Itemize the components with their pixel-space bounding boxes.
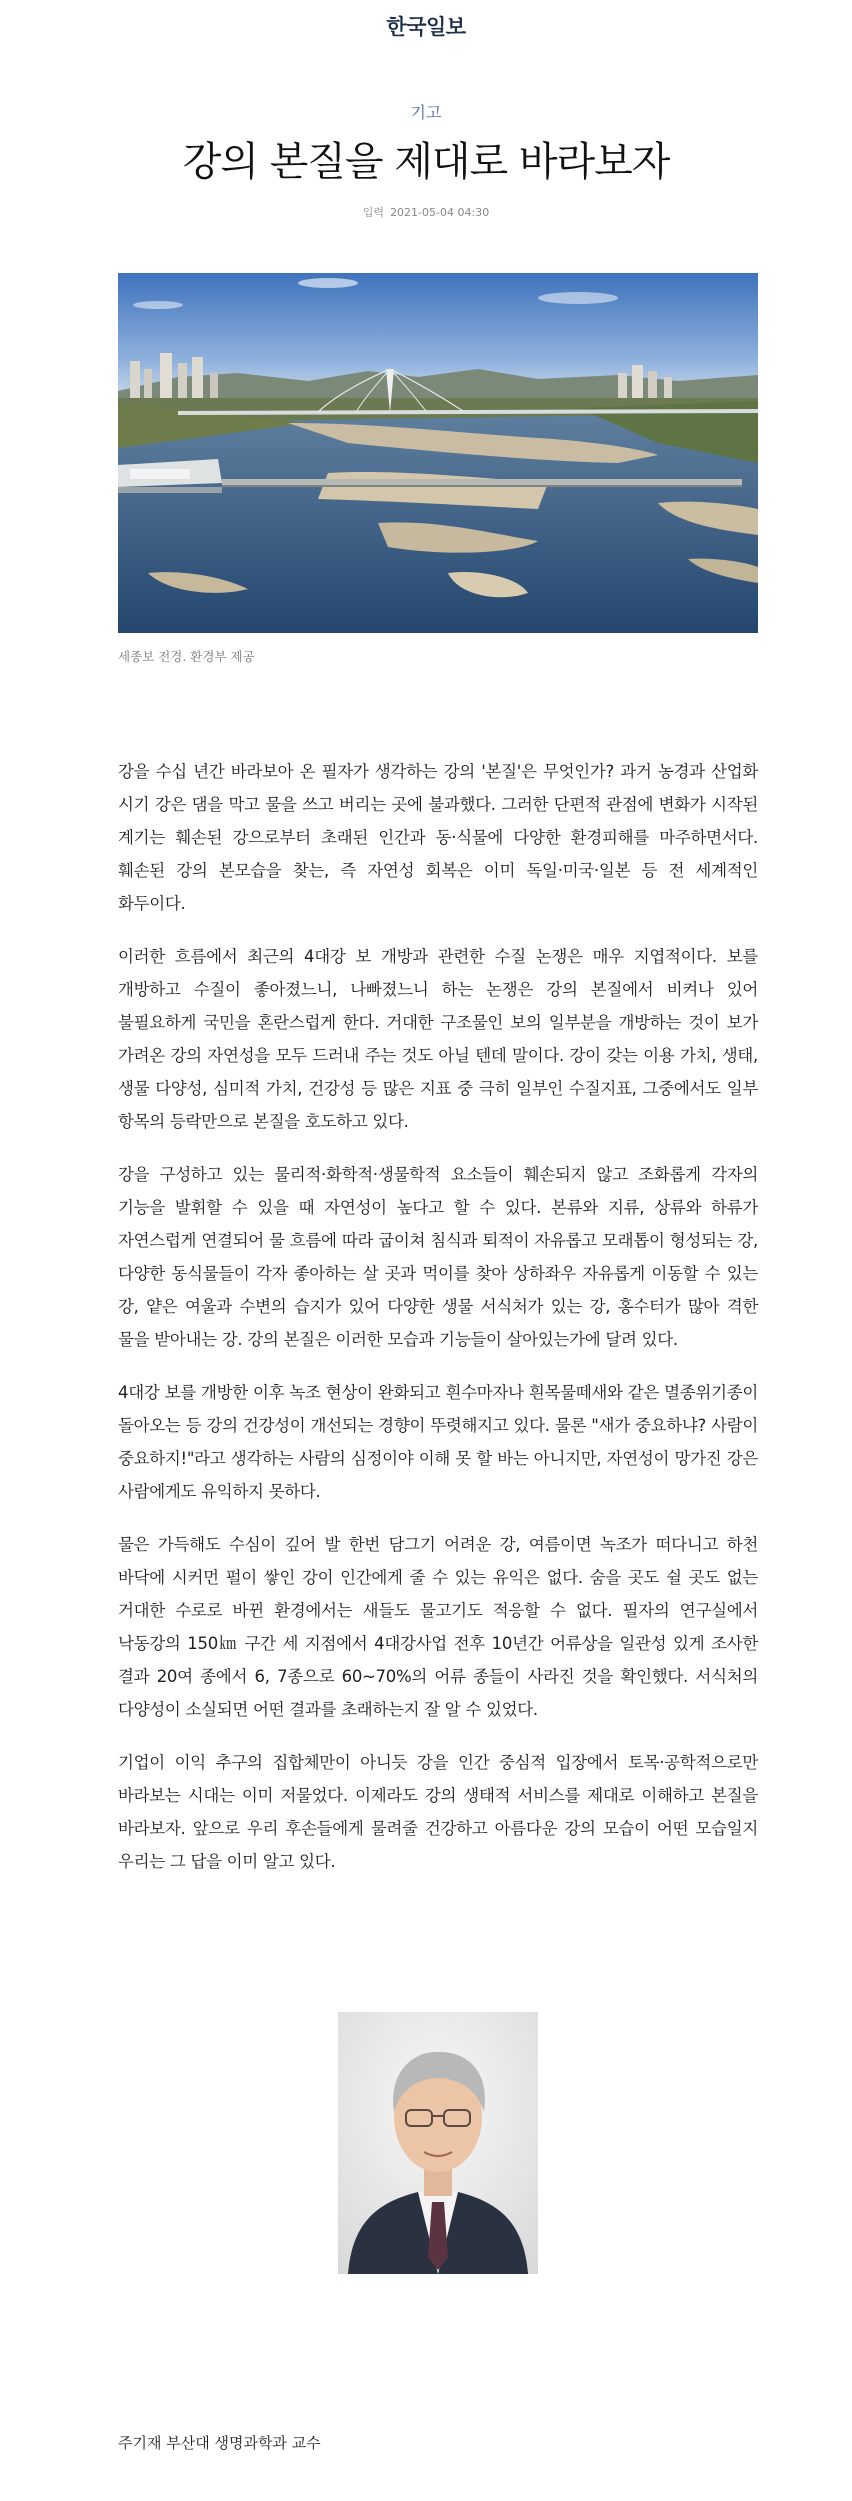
paragraph: 강을 구성하고 있는 물리적·화학적·생물학적 요소들이 훼손되지 않고 조화롭게 각자의 기능을 발휘할 수 있을 때 자연성이 높다고 할 수 있다. 본류와 지류, 상류와 하류가 자연스럽게 연결되어 물 흐름에 따라 굽이쳐 침식과 퇴적이 자유롭고 모래톱이 형성되는 강, 다양한 동식물들이 각자 좋아하는 살 곳과 먹이를 찾아 상하좌우 자유롭게 이동할 수 있는 강, 얕은 여울과 수변의 습지가 있어 다양한 생물 서식처가 있는 강, 홍수터가 많아 격한 물을 받아내는 강. 강의 본질은 이러한 모습과 기능들이 살아있는가에 달려 있다. xyxy=(118,1165,758,1349)
paragraph: 기업이 이익 추구의 집합체만이 아니듯 강을 인간 중심적 입장에서 토목·공학적으로만 바라보는 시대는 이미 저물었다. 이제라도 강의 생태적 서비스를 제대로 이해하고 본질을 바라보자. 앞으로 우리 후손들에게 물려줄 건강하고 아름다운 강의 모습이 어떤 모습일지 우리는 그 답을 이미 알고 있다. xyxy=(118,1753,758,1871)
paragraph: 물은 가득해도 수심이 깊어 발 한번 담그기 어려운 강, 여름이면 녹조가 떠다니고 하천 바닥에 시커먼 펄이 쌓인 강이 인간에게 줄 수 있는 유익은 없다. 숨을 곳도 쉴 곳도 없는 거대한 수로로 바뀐 환경에서는 새들도 물고기도 적응할 수 없다. 필자의 연구실에서 낙동강의 150㎞ 구간 세 지점에서 4대강사업 전후 10년간 어류상을 일관성 있게 조사한 결과 20여 종에서 6, 7종으로 60~70%의 어류 종들이 사라진 것을 확인했다. 서식처의 다양성이 소실되면 어떤 결과를 초래하는지 잘 알 수 있었다. xyxy=(118,1535,758,1719)
publish-date: 2021-05-04 04:30 xyxy=(390,206,490,219)
masthead xyxy=(0,0,852,52)
article-body xyxy=(118,755,758,1898)
article-category[interactable]: 기고 xyxy=(410,103,442,122)
paragraph: 이러한 흐름에서 최근의 4대강 보 개방과 관련한 수질 논쟁은 매우 지엽적이다. 보를 개방하고 수질이 좋아졌느니, 나빠졌느니 하는 논쟁은 강의 본질에서 비켜나 있어 불필요하게 국민을 혼란스럽게 한다. 거대한 구조물인 보의 일부분을 개방하는 것이 보가 가려온 강의 자연성을 모두 드러내 주는 것도 아닐 텐데 말이다. 강이 갖는 이용 가치, 생태, 생물 다양성, 심미적 가치, 건강성 등 많은 지표 중 극히 일부인 수질지표, 그중에서도 일부 항목의 등락만으로 본질을 호도하고 있다. xyxy=(118,947,758,1131)
article-dateline xyxy=(0,204,852,220)
paragraph: 강을 수십 년간 바라보아 온 필자가 생각하는 강의 '본질'은 무엇인가? 과거 농경과 산업화 시기 강은 댐을 막고 물을 쓰고 버리는 곳에 불과했다. 그러한 단편적 관점에 변화가 시작된 계기는 훼손된 강으로부터 초래된 인간과 동·식물에 다양한 환경피해를 마주하면서다. 훼손된 강의 본모습을 찾는, 즉 자연성 회복은 이미 독일·미국·일본 등 전 세계적인 화두이다. xyxy=(118,762,758,913)
photo-caption: 세종보 전경. 환경부 제공 xyxy=(118,649,255,664)
article-photo xyxy=(118,273,758,633)
author-portrait xyxy=(338,2012,538,2274)
date-label: 입력 xyxy=(362,206,385,219)
author-byline: 주기재 부산대 생명과학과 교수 xyxy=(118,2434,321,2452)
article-title: 강의 본질을 제대로 바라보자 xyxy=(182,139,670,185)
site-logo[interactable]: 한국일보 xyxy=(386,15,466,39)
paragraph: 4대강 보를 개방한 이후 녹조 현상이 완화되고 흰수마자나 흰목물떼새와 같은 멸종위기종이 돌아오는 등 강의 건강성이 개선되는 경향이 뚜렷해지고 있다. 물론 "새가 중요하냐? 사람이 중요하지!"라고 생각하는 사람의 심정이야 이해 못 할 바는 아니지만, 자연성이 망가진 강은 사람에게도 유익하지 못하다. xyxy=(118,1383,758,1501)
